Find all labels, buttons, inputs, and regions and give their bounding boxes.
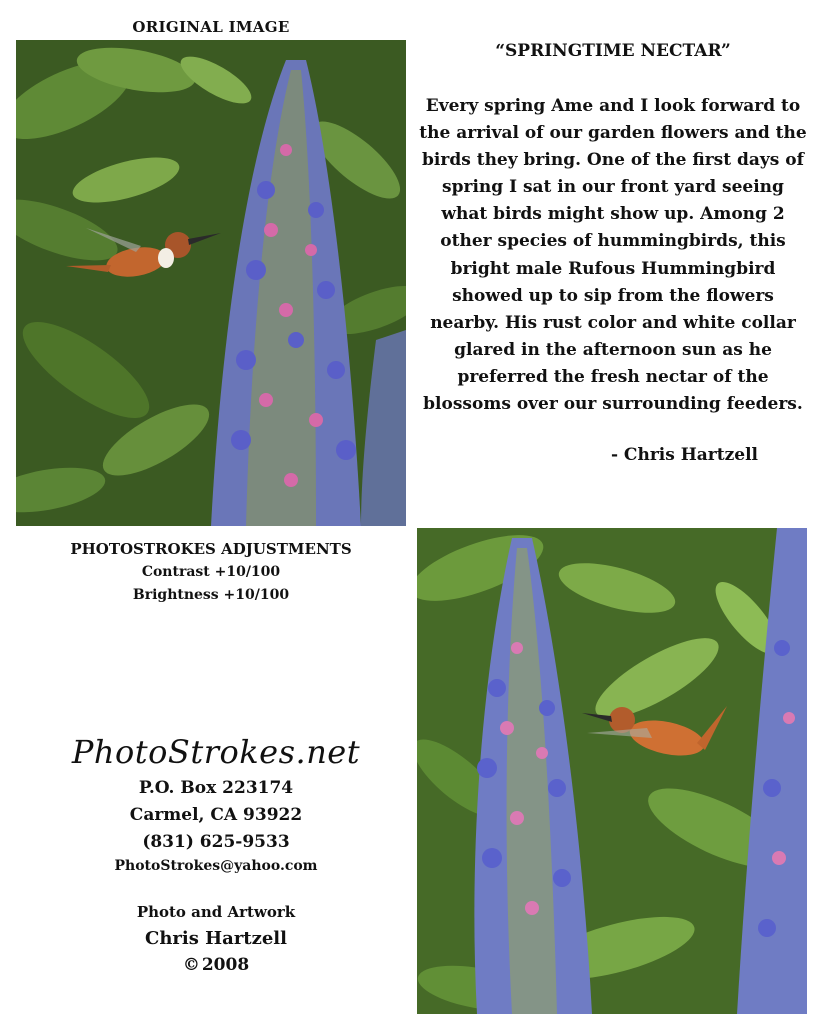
- adjusted-photo: [417, 528, 807, 1014]
- poem-line: nearby. His rust color and white collar: [430, 312, 796, 333]
- poem-line: what birds might show up. Among 2: [441, 204, 785, 225]
- poem-line: blossoms over our surrounding feeders.: [423, 394, 803, 415]
- copyright-icon: ©: [182, 955, 200, 975]
- site-name: PhotoStrokes.net: [71, 733, 361, 771]
- adjustment-contrast: Contrast +10/100: [141, 564, 281, 580]
- poem-author: - Chris Hartzell: [610, 445, 758, 465]
- poem-line: other species of hummingbirds, this: [440, 231, 786, 252]
- poem-line: the arrival of our garden flowers and the: [419, 123, 807, 144]
- copyright-year: 2008: [201, 955, 250, 975]
- poem-line: glared in the afternoon sun as he: [454, 339, 772, 360]
- hummingbird-photo-original: [16, 40, 406, 526]
- poem-line: bright male Rufous Hummingbird: [450, 258, 776, 279]
- po-box: P.O. Box 223174: [138, 778, 294, 798]
- credit-label: Photo and Artwork: [136, 903, 296, 921]
- email-address: PhotoStrokes@yahoo.com: [114, 858, 318, 874]
- original-image-label: ORIGINAL IMAGE: [132, 18, 290, 36]
- hummingbird-photo-adjusted: [417, 528, 807, 1014]
- poem-line: preferred the fresh nectar of the: [457, 366, 769, 387]
- adjustment-brightness: Brightness +10/100: [132, 587, 290, 603]
- poem-title: “SPRINGTIME NECTAR”: [495, 41, 731, 61]
- poem-line: birds they bring. One of the first days of: [422, 150, 804, 171]
- poem-body: [418, 93, 808, 418]
- original-photo: [16, 40, 406, 526]
- city-state-zip: Carmel, CA 93922: [129, 805, 303, 825]
- poem-line: showed up to sip from the flowers: [452, 285, 774, 306]
- poem-line: spring I sat in our front yard seeing: [442, 177, 784, 198]
- poem-line: Every spring Ame and I look forward to: [425, 96, 801, 116]
- phone-number: (831) 625-9533: [142, 832, 290, 852]
- credit-name: Chris Hartzell: [145, 928, 287, 949]
- copyright-line: [16, 955, 416, 975]
- adjustments-title: PHOTOSTROKES ADJUSTMENTS: [70, 540, 352, 558]
